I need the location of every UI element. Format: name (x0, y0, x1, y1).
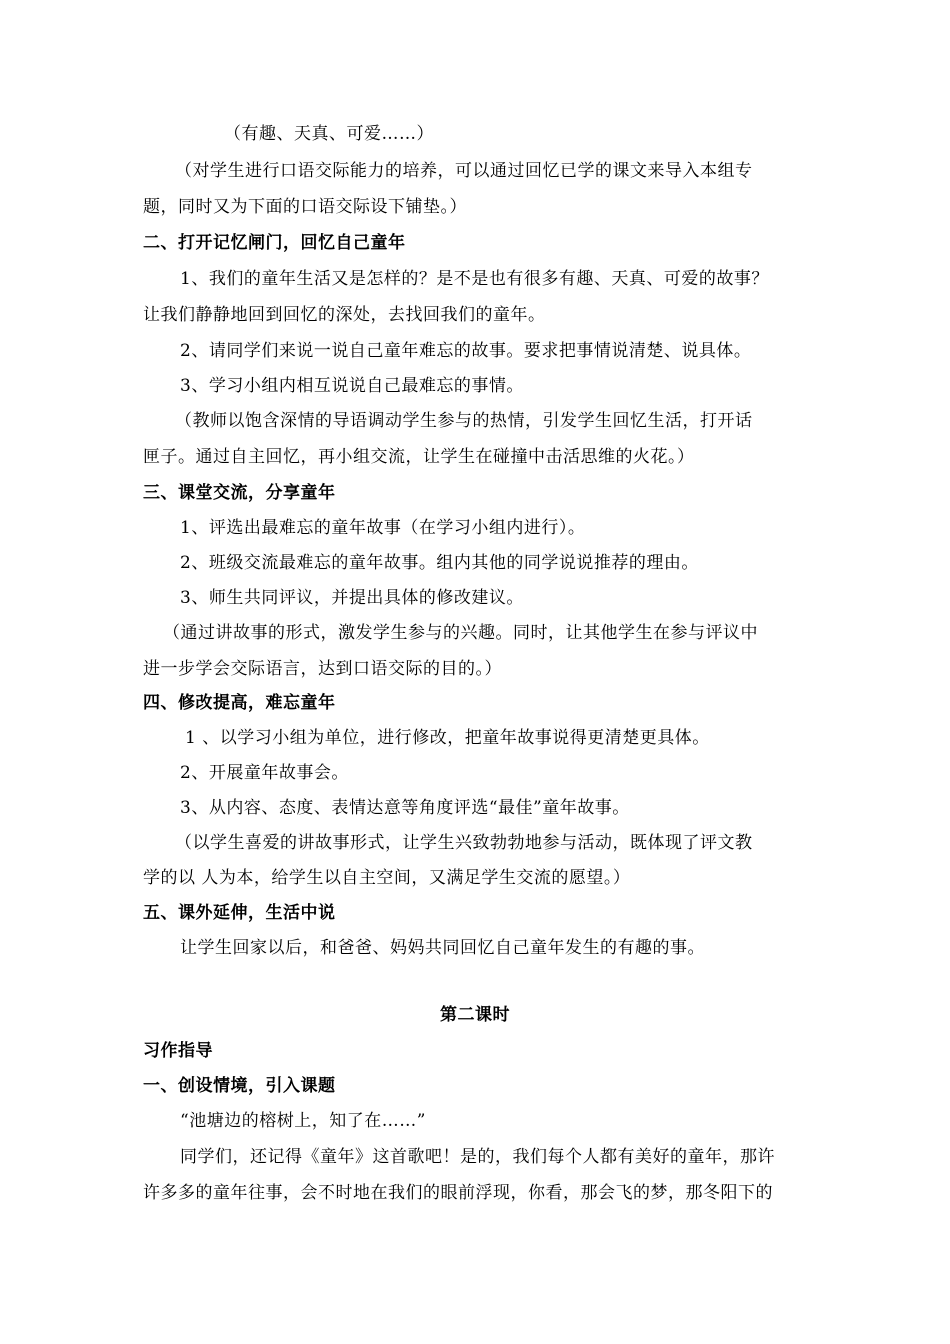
text-line: 2、请同学们来说一说自己童年难忘的故事。要求把事情说清楚、说具体。 (180, 341, 752, 361)
text-line: 学的以 人为本，给学生以自主空间，又满足学生交流的愿望。） (143, 868, 631, 888)
text-line: 让我们静静地回到回忆的深处，去找回我们的童年。 (143, 305, 546, 325)
text-line: 许多多的童年往事，会不时地在我们的眼前浮现，你看，那会飞的梦，那冬阳下的 (143, 1183, 773, 1203)
section-heading: 四、修改提高，难忘童年 (143, 693, 336, 713)
text-line: （对学生进行口语交际能力的培养，可以通过回忆已学的课文来导入本组专 (175, 161, 753, 181)
text-line: （教师以饱含深情的导语调动学生参与的热情，引发学生回忆生活，打开话 (175, 411, 753, 431)
text-line: （有趣、天真、可爱……） (224, 124, 434, 144)
text-line: 让学生回家以后，和爸爸、妈妈共同回忆自己童年发生的有趣的事。 (180, 938, 705, 958)
section-heading: 三、课堂交流，分享童年 (143, 483, 336, 503)
section-heading: 五、课外延伸，生活中说 (143, 903, 336, 923)
text-line: 进一步学会交际语言，达到口语交际的目的。） (143, 659, 502, 679)
lesson-title: 第二课时 (440, 1005, 510, 1025)
text-line: 1、评选出最难忘的童年故事（在学习小组内进行）。 (180, 518, 586, 538)
text-line: 1 、以学习小组为单位，进行修改，把童年故事说得更清楚更具体。 (185, 728, 710, 748)
section-heading: 习作指导 (143, 1041, 213, 1061)
text-line: 同学们，还记得《童年》这首歌吧！是的，我们每个人都有美好的童年，那许 (180, 1147, 775, 1167)
text-line: 题，同时又为下面的口语交际设下铺垫。） (143, 197, 467, 217)
text-line: 1、我们的童年生活又是怎样的？是不是也有很多有趣、天真、可爱的故事？ (180, 269, 769, 289)
text-line: 2、开展童年故事会。 (180, 763, 349, 783)
text-line: “池塘边的榕树上，知了在……” (180, 1111, 426, 1131)
text-line: 匣子。通过自主回忆，再小组交流，让学生在碰撞中击活思维的火花。） (143, 447, 695, 467)
section-heading: 二、打开记忆闸门，回忆自己童年 (143, 233, 406, 253)
text-line: （通过讲故事的形式，激发学生参与的兴趣。同时，让其他学生在参与评议中 (163, 623, 758, 643)
text-line: （以学生喜爱的讲故事形式，让学生兴致勃勃地参与活动，既体现了评文教 (175, 833, 753, 853)
text-line: 2、班级交流最难忘的童年故事。组内其他的同学说说推荐的理由。 (180, 553, 699, 573)
text-line: 3、师生共同评议，并提出具体的修改建议。 (180, 588, 524, 608)
text-line: 3、从内容、态度、表情达意等角度评选“最佳”童年故事。 (180, 798, 630, 818)
text-line: 3、学习小组内相互说说自己最难忘的事情。 (180, 376, 524, 396)
section-heading: 一、创设情境，引入课题 (143, 1076, 336, 1096)
